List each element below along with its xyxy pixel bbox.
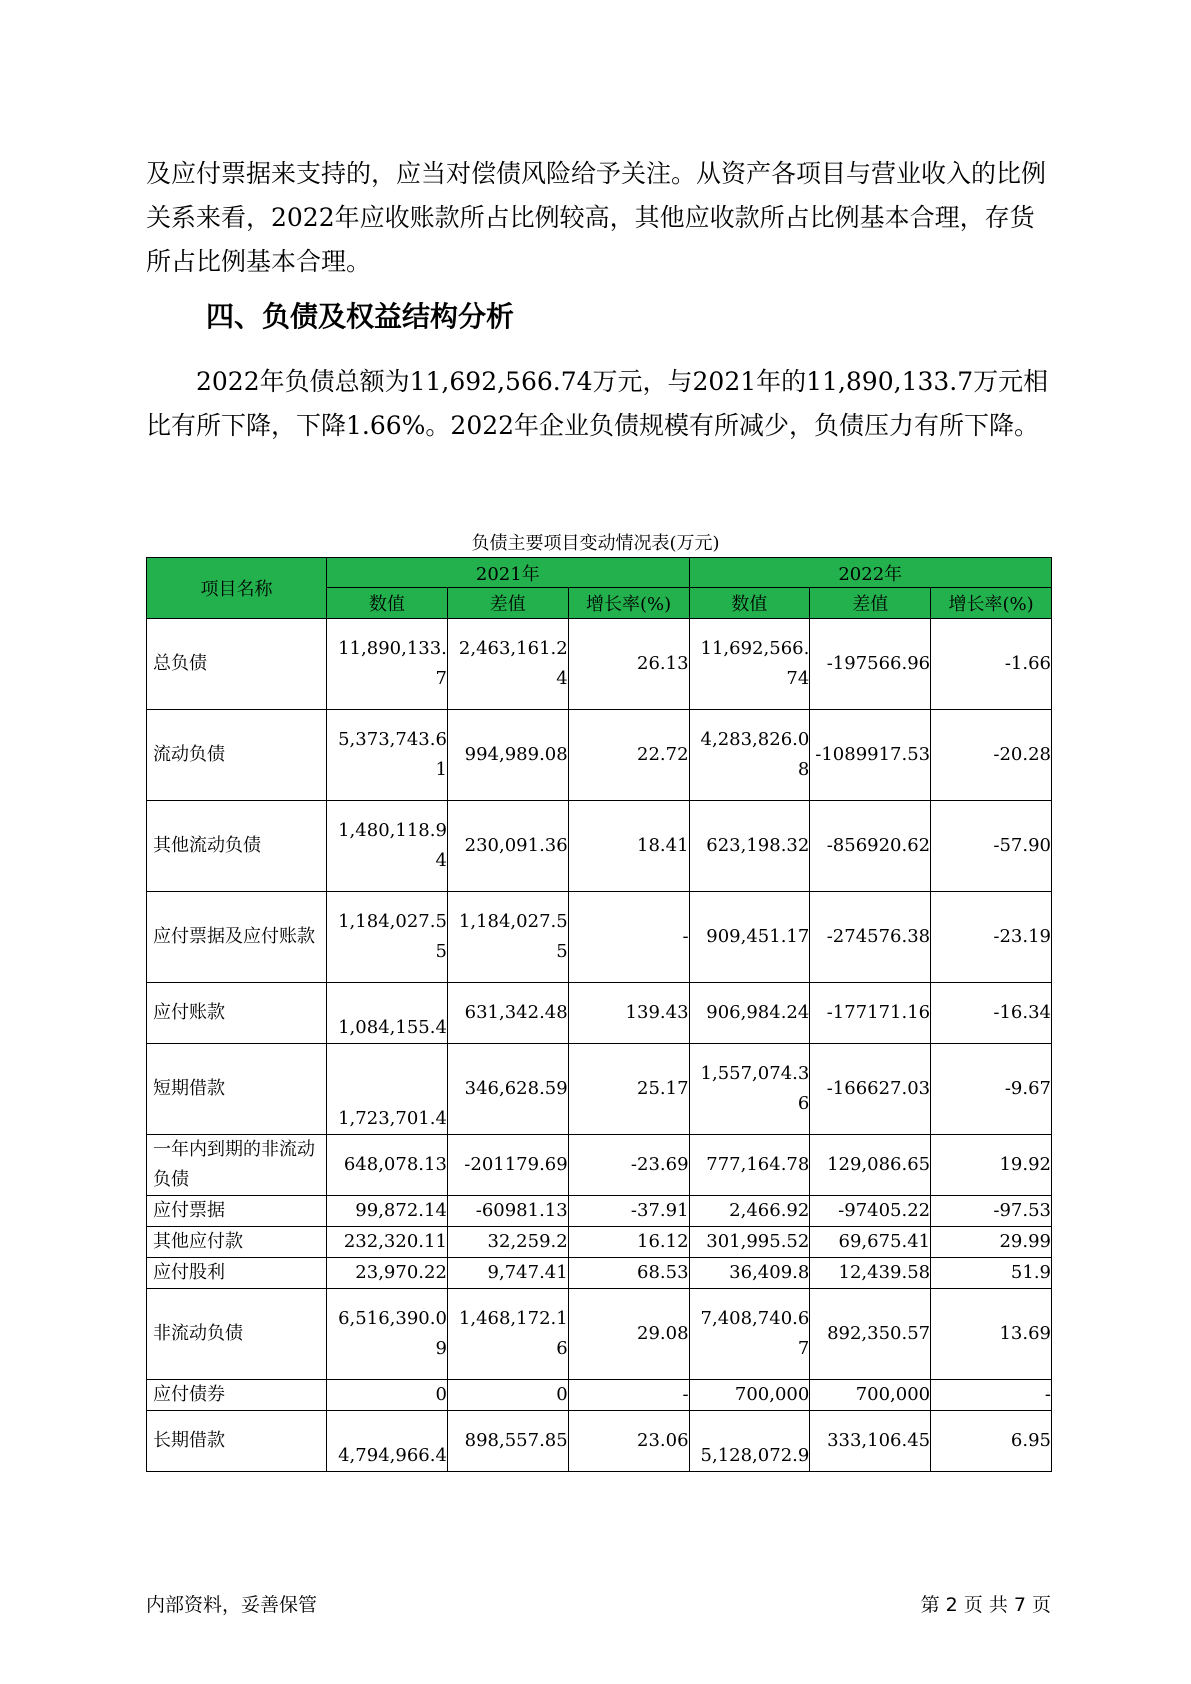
cell-rate-2021: -37.91 — [568, 1196, 689, 1227]
table-row — [147, 1289, 1052, 1380]
cell-diff-2022: -1089917.53 — [810, 710, 931, 801]
cell-diff-2022: 892,350.57 — [810, 1289, 931, 1380]
header-year-2022: 2022年 — [689, 558, 1051, 588]
section-heading: 四、负债及权益结构分析 — [206, 300, 515, 333]
table-row — [147, 1196, 1052, 1227]
paragraph-continued: 及应付票据来支持的，应当对偿债风险给予关注。从资产各项目与营业收入的比例关系来看，2022年应收账款所占比例较高，其他应收款所占比例基本合理，存货所占比例基本合理。 — [146, 159, 1047, 276]
cell-diff-2022: -177171.16 — [810, 983, 931, 1044]
row-name: 其他应付款 — [147, 1227, 327, 1258]
header-rate-2022: 增长率(%) — [931, 588, 1052, 619]
header-diff-2022: 差值 — [810, 588, 931, 619]
cell-rate-2022: -1.66 — [931, 619, 1052, 710]
cell-diff-2022: 129,086.65 — [810, 1135, 931, 1196]
cell-value-2022: 906,984.24 — [689, 983, 810, 1044]
cell-value-2021: 6,516,390.09 — [327, 1289, 448, 1380]
header-value-2022: 数值 — [689, 588, 810, 619]
cell-value-2022: 301,995.52 — [689, 1227, 810, 1258]
cell-value-2021: 5,373,743.61 — [327, 710, 448, 801]
cell-rate-2021: - — [568, 1380, 689, 1411]
cell-rate-2021: 22.72 — [568, 710, 689, 801]
liability-table — [146, 557, 1052, 1472]
cell-diff-2022: -274576.38 — [810, 892, 931, 983]
cell-rate-2021: 29.08 — [568, 1289, 689, 1380]
cell-rate-2022: 13.69 — [931, 1289, 1052, 1380]
cell-value-2021: 99,872.14 — [327, 1196, 448, 1227]
cell-value-2021: 1,084,155.4 — [327, 983, 448, 1044]
cell-value-2021: 0 — [327, 1380, 448, 1411]
cell-diff-2021: 1,468,172.16 — [447, 1289, 568, 1380]
cell-rate-2021: 139.43 — [568, 983, 689, 1044]
cell-diff-2022: 69,675.41 — [810, 1227, 931, 1258]
cell-diff-2021: -60981.13 — [447, 1196, 568, 1227]
cell-rate-2021: 25.17 — [568, 1044, 689, 1135]
row-name: 非流动负债 — [147, 1289, 327, 1380]
table-row — [147, 983, 1052, 1044]
cell-value-2021: 1,480,118.94 — [327, 801, 448, 892]
cell-diff-2021: 631,342.48 — [447, 983, 568, 1044]
cell-value-2022: 36,409.8 — [689, 1258, 810, 1289]
cell-rate-2022: 29.99 — [931, 1227, 1052, 1258]
cell-value-2022: 777,164.78 — [689, 1135, 810, 1196]
row-name: 应付债券 — [147, 1380, 327, 1411]
cell-diff-2022: 700,000 — [810, 1380, 931, 1411]
cell-rate-2022: -9.67 — [931, 1044, 1052, 1135]
cell-value-2021: 23,970.22 — [327, 1258, 448, 1289]
cell-value-2022: 909,451.17 — [689, 892, 810, 983]
row-name: 应付账款 — [147, 983, 327, 1044]
row-name: 流动负债 — [147, 710, 327, 801]
table-row — [147, 892, 1052, 983]
table-row — [147, 1135, 1052, 1196]
row-name: 一年内到期的非流动负债 — [147, 1135, 327, 1196]
cell-diff-2022: -97405.22 — [810, 1196, 931, 1227]
cell-diff-2022: 333,106.45 — [810, 1411, 931, 1472]
cell-rate-2021: 18.41 — [568, 801, 689, 892]
row-name: 应付股利 — [147, 1258, 327, 1289]
cell-value-2022: 700,000 — [689, 1380, 810, 1411]
cell-value-2022: 623,198.32 — [689, 801, 810, 892]
table-row — [147, 619, 1052, 710]
footer-page-number: 第 2 页 共 7 页 — [920, 1594, 1051, 1616]
table-row — [147, 1411, 1052, 1472]
cell-value-2022: 11,692,566.74 — [689, 619, 810, 710]
cell-rate-2021: -23.69 — [568, 1135, 689, 1196]
cell-diff-2022: 12,439.58 — [810, 1258, 931, 1289]
row-name: 应付票据及应付账款 — [147, 892, 327, 983]
header-value-2021: 数值 — [327, 588, 448, 619]
cell-diff-2021: 346,628.59 — [447, 1044, 568, 1135]
row-name: 总负债 — [147, 619, 327, 710]
cell-value-2021: 648,078.13 — [327, 1135, 448, 1196]
table-caption: 负债主要项目变动情况表(万元) — [471, 533, 720, 554]
cell-diff-2021: 230,091.36 — [447, 801, 568, 892]
header-rate-2021: 增长率(%) — [568, 588, 689, 619]
cell-value-2021: 232,320.11 — [327, 1227, 448, 1258]
header-year-2021: 2021年 — [327, 558, 689, 588]
cell-rate-2021: 16.12 — [568, 1227, 689, 1258]
table-row — [147, 1227, 1052, 1258]
cell-rate-2022: 6.95 — [931, 1411, 1052, 1472]
cell-rate-2022: -97.53 — [931, 1196, 1052, 1227]
table-row — [147, 801, 1052, 892]
paragraph-liability-summary: 2022年负债总额为11,692,566.74万元，与2021年的11,890,133.7万元相比有所下降，下降1.66%。2022年企业负债规模有所减少，负债压力有所下降。 — [146, 367, 1049, 440]
cell-value-2022: 5,128,072.9 — [689, 1411, 810, 1472]
cell-rate-2022: -23.19 — [931, 892, 1052, 983]
cell-value-2022: 4,283,826.08 — [689, 710, 810, 801]
table-row — [147, 1258, 1052, 1289]
cell-rate-2022: -16.34 — [931, 983, 1052, 1044]
cell-diff-2021: 994,989.08 — [447, 710, 568, 801]
footer-confidential-note: 内部资料，妥善保管 — [146, 1594, 318, 1616]
cell-diff-2021: 0 — [447, 1380, 568, 1411]
cell-diff-2022: -197566.96 — [810, 619, 931, 710]
cell-diff-2021: 32,259.2 — [447, 1227, 568, 1258]
header-diff-2021: 差值 — [447, 588, 568, 619]
cell-diff-2021: 1,184,027.55 — [447, 892, 568, 983]
table-row — [147, 1044, 1052, 1135]
header-item-name: 项目名称 — [147, 558, 327, 619]
cell-rate-2021: 26.13 — [568, 619, 689, 710]
cell-rate-2021: 68.53 — [568, 1258, 689, 1289]
row-name: 长期借款 — [147, 1411, 327, 1472]
row-name: 短期借款 — [147, 1044, 327, 1135]
cell-value-2022: 1,557,074.36 — [689, 1044, 810, 1135]
cell-diff-2021: 898,557.85 — [447, 1411, 568, 1472]
cell-rate-2022: 51.9 — [931, 1258, 1052, 1289]
cell-value-2022: 2,466.92 — [689, 1196, 810, 1227]
cell-diff-2022: -856920.62 — [810, 801, 931, 892]
cell-rate-2022: -20.28 — [931, 710, 1052, 801]
cell-rate-2022: -57.90 — [931, 801, 1052, 892]
cell-diff-2022: -166627.03 — [810, 1044, 931, 1135]
cell-value-2021: 4,794,966.4 — [327, 1411, 448, 1472]
cell-diff-2021: 2,463,161.24 — [447, 619, 568, 710]
table-row — [147, 710, 1052, 801]
cell-rate-2021: 23.06 — [568, 1411, 689, 1472]
table-row — [147, 1380, 1052, 1411]
row-name: 应付票据 — [147, 1196, 327, 1227]
cell-diff-2021: 9,747.41 — [447, 1258, 568, 1289]
row-name: 其他流动负债 — [147, 801, 327, 892]
cell-rate-2022: - — [931, 1380, 1052, 1411]
cell-value-2022: 7,408,740.67 — [689, 1289, 810, 1380]
cell-rate-2022: 19.92 — [931, 1135, 1052, 1196]
cell-rate-2021: - — [568, 892, 689, 983]
cell-diff-2021: -201179.69 — [447, 1135, 568, 1196]
cell-value-2021: 1,184,027.55 — [327, 892, 448, 983]
cell-value-2021: 11,890,133.7 — [327, 619, 448, 710]
cell-value-2021: 1,723,701.4 — [327, 1044, 448, 1135]
